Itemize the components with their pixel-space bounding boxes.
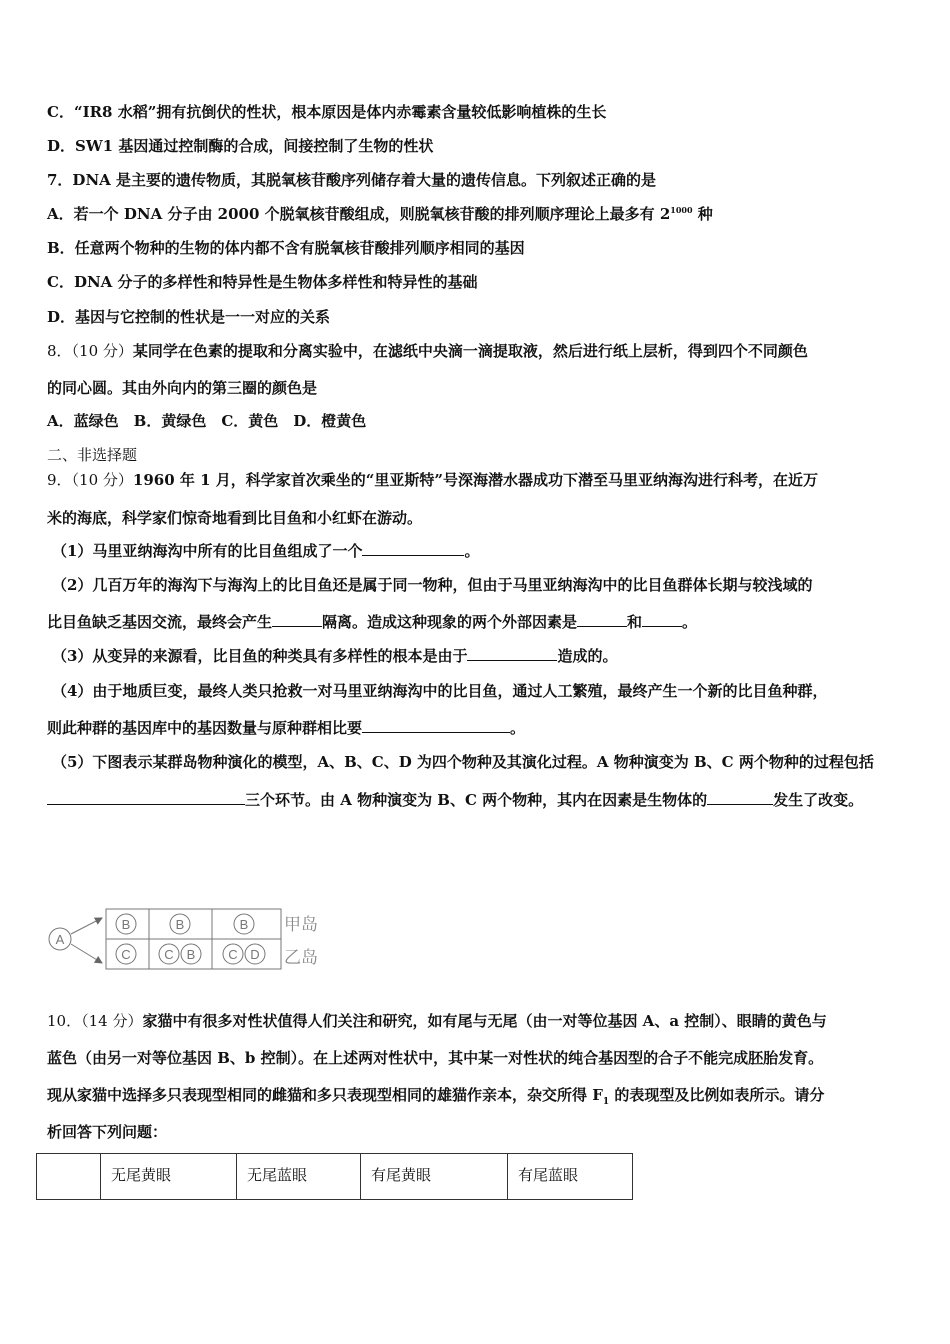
- q9-part4-line2: 则此种群的基因库中的基因数量与原种群相比要 。: [47, 719, 526, 737]
- q7-stem: 7．DNA 是主要的遗传物质，其脱氧核苷酸序列储存着大量的遗传信息。下列叙述正确的是: [47, 171, 657, 189]
- q7-option-d: D．基因与它控制的性状是一一对应的关系: [47, 308, 331, 326]
- q10-line1: 10．（14 分）家猫中有很多对性状值得人们关注和研究，如有尾与无尾（由一对等位基因 A、a 控制）、眼睛的黄色与: [47, 1012, 827, 1030]
- svg-text:C: C: [228, 947, 238, 962]
- q8-options: A．蓝绿色 B．黄绿色 C．黄色 D．橙黄色: [47, 412, 367, 430]
- q9-part2-line2: 比目鱼缺乏基因交流，最终会产生 隔离。造成这种现象的两个外部因素是 和 。: [47, 613, 698, 631]
- table-header-cell: 有尾蓝眼: [508, 1154, 633, 1200]
- svg-text:B: B: [186, 947, 196, 962]
- q9-part1: （1）马里亚纳海沟中所有的比目鱼组成了一个 。: [52, 542, 480, 560]
- q10-line3: 现从家猫中选择多只表现型相同的雌猫和多只表现型相同的雄猫作亲本，杂交所得 $F_1$ 的表现型及比例如表所示。请分: [47, 1086, 825, 1107]
- q9-stem-line2: 米的海底，科学家们惊奇地看到比目鱼和小红虾在游动。: [47, 509, 423, 527]
- q7-option-c: C．DNA 分子的多样性和特异性是生物体多样性和特异性的基础: [47, 273, 478, 291]
- svg-text:B: B: [121, 917, 131, 932]
- phenotype-table: [36, 1153, 633, 1200]
- table-header-cell: 无尾黄眼: [101, 1154, 237, 1200]
- svg-text:C: C: [164, 947, 174, 962]
- table-header-cell: 无尾蓝眼: [237, 1154, 361, 1200]
- section-heading: 二、非选择题: [47, 446, 138, 464]
- island-yi-label: 乙岛: [284, 948, 318, 968]
- q7-option-a: A．若一个 DNA 分子由 2000 个脱氧核苷酸组成，则脱氧核苷酸的排列顺序理论上最多有 $2^{1000}$ 种: [47, 205, 713, 223]
- island-evolution-diagram: [44, 905, 334, 975]
- q7-option-b: B．任意两个物种的生物的体内都不含有脱氧核苷酸排列顺序相同的基因: [47, 239, 525, 257]
- q10-line2: 蓝色（由另一对等位基因 B、b 控制）。在上述两对性状中，其中某一对性状的纯合基因型的合子不能完成胚胎发育。: [47, 1049, 824, 1067]
- svg-text:C: C: [121, 947, 131, 962]
- svg-text:B: B: [239, 917, 249, 932]
- q9-part5-line2: 三个环节。由 A 物种演变为 B、C 两个物种，其内在因素是生物体的 发生了改变。: [47, 790, 863, 810]
- q8-stem-line1: 8．（10 分）某同学在色素的提取和分离实验中，在滤纸中央滴一滴提取液，然后进行纸上层析，得到四个不同颜色: [47, 342, 808, 360]
- q9-part2-line1: （2）几百万年的海沟下与海沟上的比目鱼还是属于同一物种，但由于马里亚纳海沟中的比目鱼群体长期与较浅域的: [52, 576, 813, 594]
- island-jia-label: 甲岛: [284, 915, 318, 935]
- q9-stem-line1: 9．（10 分）1960 年 1 月，科学家首次乘坐的“里亚斯特”号深海潜水器成功下潜至马里亚纳海沟进行科考，在近万: [47, 471, 819, 489]
- table-header-cell: 有尾黄眼: [361, 1154, 508, 1200]
- q10-line4: 析回答下列问题：: [47, 1123, 168, 1141]
- svg-text:B: B: [175, 917, 185, 932]
- species-a-label: A: [55, 932, 65, 947]
- q9-part4-line1: （4）由于地质巨变，最终人类只抢救一对马里亚纳海沟中的比目鱼，通过人工繁殖，最终产生一个新的比目鱼种群，: [52, 682, 828, 700]
- arrow-to-top-row: [71, 918, 102, 934]
- q6-option-c: C．“IR8 水稻”拥有抗倒伏的性状，根本原因是体内赤霉素含量较低影响植株的生长: [47, 103, 607, 121]
- table-header-row: [37, 1154, 633, 1200]
- q9-part3: （3）从变异的来源看，比目鱼的种类具有多样性的根本是由于 造成的。: [52, 647, 618, 665]
- q6-option-d: D．SW1 基因通过控制酶的合成，间接控制了生物的性状: [47, 137, 434, 155]
- arrow-to-bottom-row: [71, 944, 102, 963]
- q9-part5-line1: （5）下图表示某群岛物种演化的模型，A、B、C、D 为四个物种及其演化过程。A 物种演变为 B、C 两个物种的过程包括: [52, 753, 874, 771]
- table-header-cell: [37, 1154, 101, 1200]
- svg-text:D: D: [250, 947, 260, 962]
- q8-stem-line2: 的同心圆。其由外向内的第三圈的颜色是: [47, 379, 318, 397]
